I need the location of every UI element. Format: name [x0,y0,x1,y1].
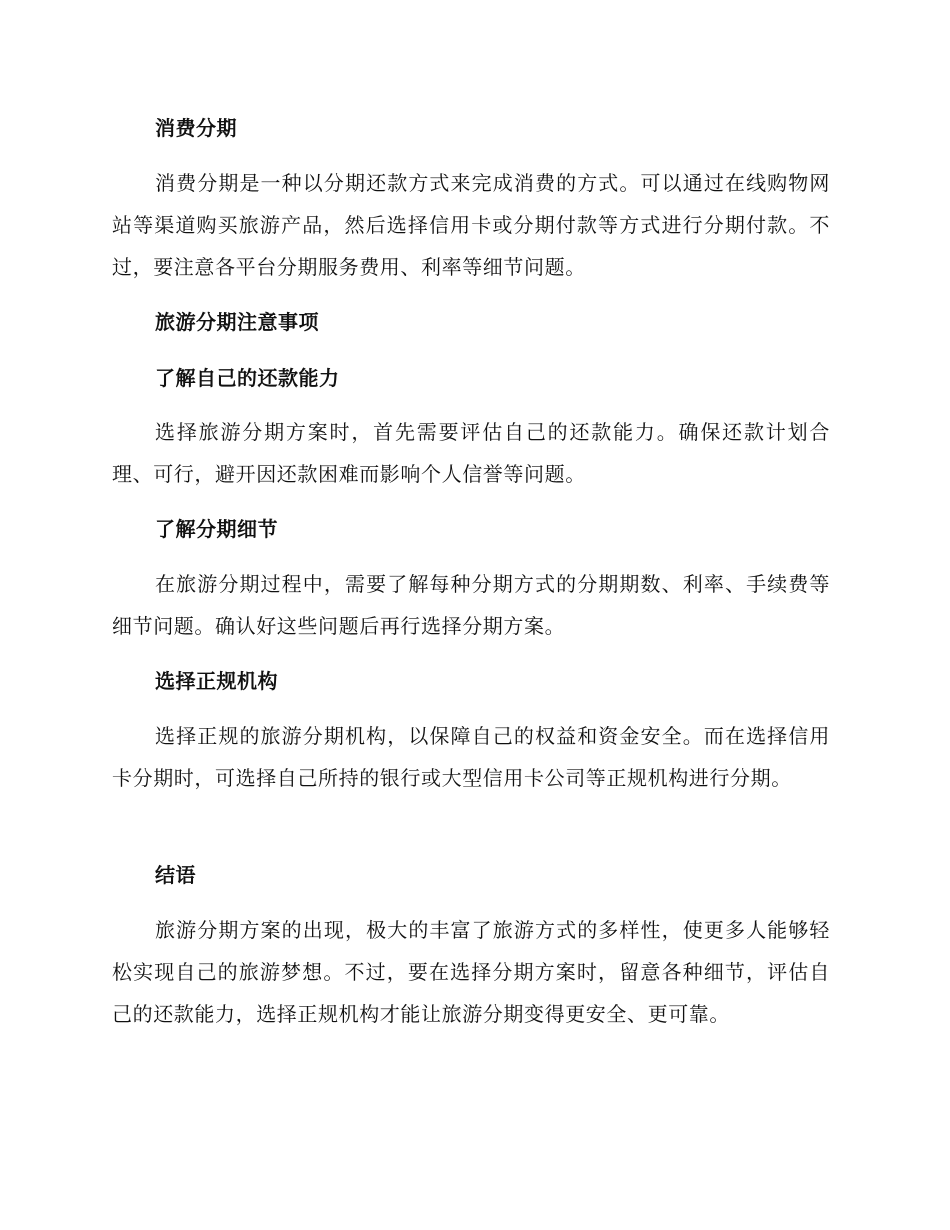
section-paragraph-regular-institution: 选择正规的旅游分期机构，以保障自己的权益和资金安全。而在选择信用卡分期时，可选择自己所持的银行或大型信用卡公司等正规机构进行分期。 [112,724,830,790]
section-heading-conclusion: 结语 [155,863,196,887]
section-paragraph-repayment-ability: 选择旅游分期方案时，首先需要评估自己的还款能力。确保还款计划合理、可行，避开因还款困难而影响个人信誉等问题。 [112,420,830,486]
section-heading-repayment-ability: 了解自己的还款能力 [155,366,340,390]
section-heading-installment-details: 了解分期细节 [155,517,278,541]
section-paragraph-conclusion: 旅游分期方案的出现，极大的丰富了旅游方式的多样性，使更多人能够轻松实现自己的旅游梦想。不过，要在选择分期方案时，留意各种细节，评估自己的还款能力，选择正规机构才能让旅游分期变得更安全、更可靠。 [112,918,830,1026]
section-heading-consumer-installment: 消费分期 [155,116,237,140]
section-heading-travel-installment-notes: 旅游分期注意事项 [155,310,319,334]
section-paragraph-installment-details: 在旅游分期过程中，需要了解每种分期方式的分期期数、利率、手续费等细节问题。确认好这些问题后再行选择分期方案。 [112,572,830,638]
section-paragraph-consumer-installment: 消费分期是一种以分期还款方式来完成消费的方式。可以通过在线购物网站等渠道购买旅游产品，然后选择信用卡或分期付款等方式进行分期付款。不过，要注意各平台分期服务费用、利率等细节问题。 [112,171,830,279]
section-heading-regular-institution: 选择正规机构 [155,669,278,693]
